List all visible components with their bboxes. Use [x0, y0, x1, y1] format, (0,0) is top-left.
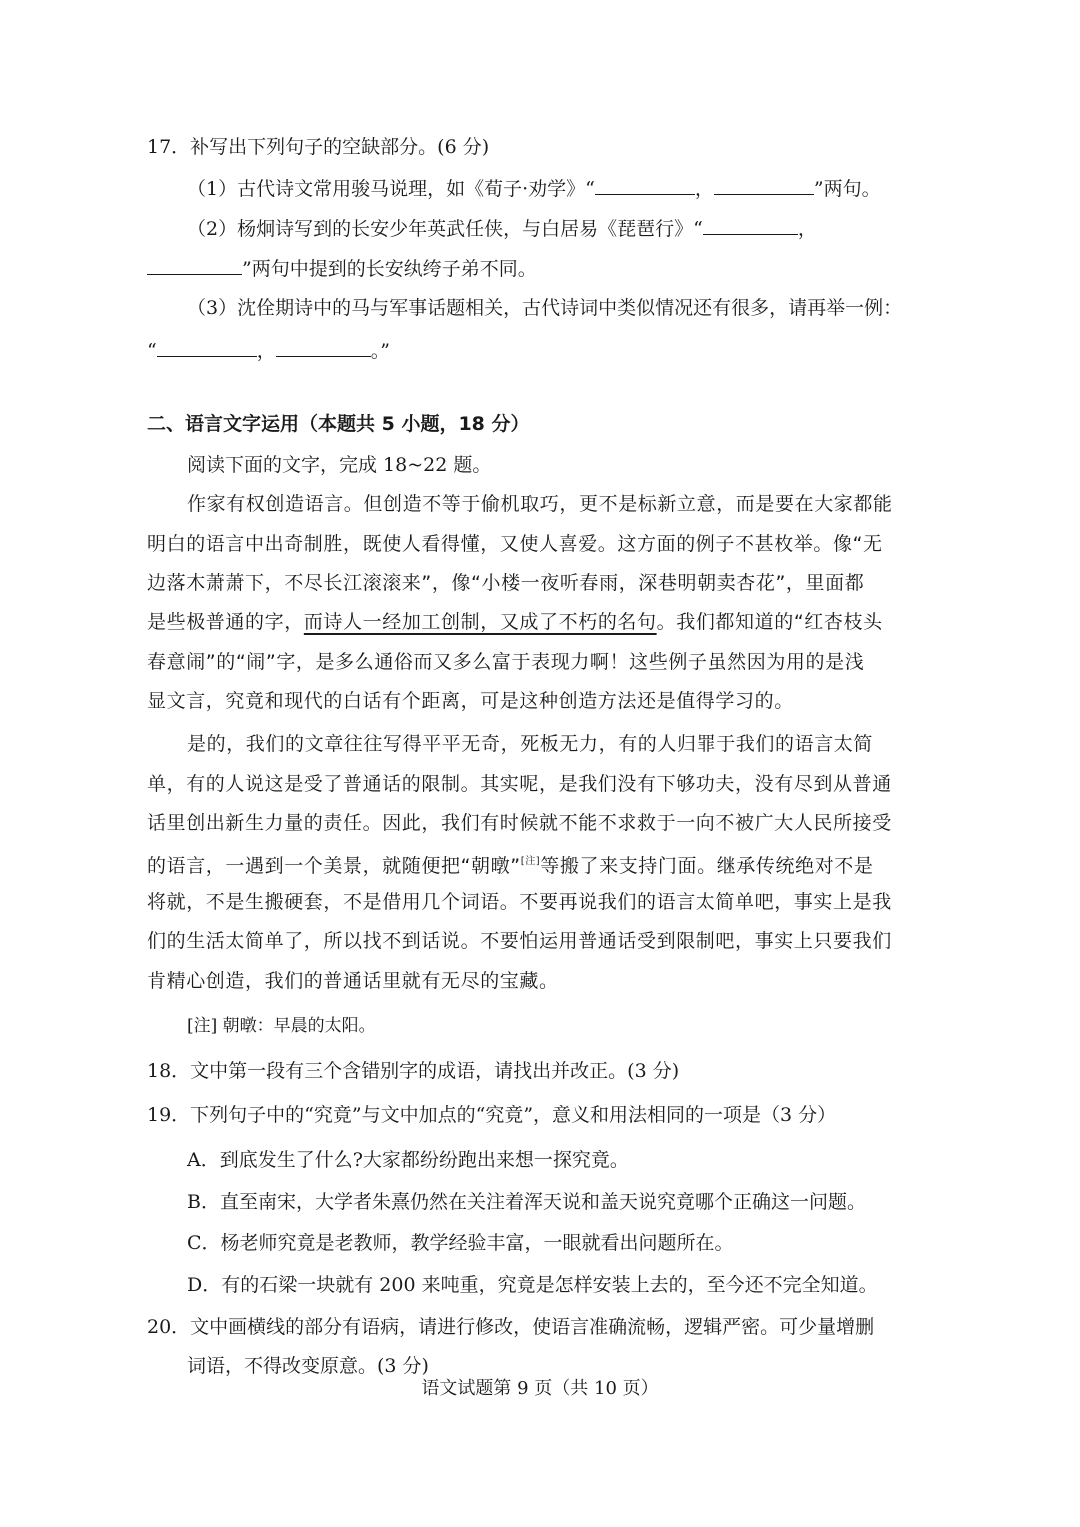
- passage-line: 将就，不是生搬硬套，不是借用几个词语。不要再说我们的语言太简单吧，事实上是我: [147, 891, 892, 913]
- q17-item-3-close: 。”: [370, 340, 390, 362]
- passage-text: 等搬了来支持门面。继承传统绝对不是: [540, 855, 874, 877]
- passage-line: [147, 848, 874, 880]
- passage-text: 是些极普通的字，: [147, 611, 304, 633]
- passage-line: 显文言，究竟和现代的白话有个距离，可是这种创造方法还是值得学习的。: [147, 690, 794, 712]
- passage-line: 们的生活太简单了，所以找不到话说。不要怕运用普通话受到限制吧，事实上只要我们: [147, 930, 892, 952]
- q17-item-3: （3）沈佺期诗中的马与军事话题相关，古代诗词中类似情况还有很多，请再举一例：: [187, 297, 903, 319]
- q19-title: 19．下列句子中的“究竟”与文中加点的“究竟”，意义和用法相同的一项是（3 分）: [147, 1104, 837, 1126]
- passage-line: 明白的语言中出奇制胜，既使人看得懂，又使人喜爱。这方面的例子不甚枚举。像“无: [147, 533, 883, 555]
- answer-blank[interactable]: [157, 336, 257, 357]
- q17-item-2-suffix: ”两句中提到的长安纨绔子弟不同。: [242, 258, 537, 280]
- q20-title: 20．文中画横线的部分有语病，请进行修改，使语言准确流畅，逻辑严密。可少量增删: [147, 1316, 875, 1338]
- q17-item-2-comma: ，: [797, 218, 817, 240]
- q19-option-c: C．杨老师究竟是老教师，教学经验丰富，一眼就看出问题所在。: [187, 1232, 734, 1254]
- passage-text: 。我们都知道的“红杏枝头: [656, 611, 883, 633]
- passage-text: 的语言，一遇到一个美景，就随便把“朝暾”: [147, 855, 521, 877]
- section-title: 二、语言文字运用（本题共 5 小题，18 分）: [147, 413, 530, 435]
- q17-item-2-cont: [147, 254, 537, 283]
- answer-blank[interactable]: [595, 174, 695, 195]
- passage-line: 春意闹”的“闹”字，是多么通俗而又多么富于表现力啊！这些例子虽然因为用的是浅: [147, 651, 865, 673]
- passage-line: 肯精心创造，我们的普通话里就有无尽的宝藏。: [147, 970, 559, 992]
- passage-line: 是的，我们的文章往往写得平平无奇，死板无力，有的人归罪于我们的语言太简: [187, 733, 874, 755]
- q17-item-1-prefix: （1）古代诗文常用骏马说理，如《荀子·劝学》“: [187, 178, 595, 200]
- q19-option-a: A．到底发生了什么?大家都纷纷跑出来想一探究竟。: [187, 1149, 629, 1171]
- passage-line: 作家有权创造语言。但创造不等于偷机取巧，更不是标新立意，而是要在大家都能: [187, 493, 893, 515]
- q17-item-2: [187, 214, 817, 243]
- answer-blank[interactable]: [147, 254, 242, 275]
- reading-instruction: 阅读下面的文字，完成 18~22 题。: [187, 454, 492, 476]
- passage-line: 边落木萧萧下，不尽长江滚滚来”，像“小楼一夜听春雨，深巷明朝卖杏花”，里面都: [147, 572, 865, 594]
- q20-title-cont: 词语，不得改变原意。(3 分): [187, 1355, 429, 1377]
- q18-title: 18．文中第一段有三个含错别字的成语，请找出并改正。(3 分): [147, 1060, 680, 1082]
- q19-option-b: B．直至南宋，大学者朱熹仍然在关注着浑天说和盖天说究竟哪个正确这一问题。: [187, 1191, 866, 1213]
- answer-blank[interactable]: [714, 174, 814, 195]
- q17-item-3-cont: [147, 336, 390, 365]
- passage-line: 话里创出新生力量的责任。因此，我们有时候就不能不求救于一向不被广大人民所接受: [147, 812, 892, 834]
- answer-blank[interactable]: [276, 336, 371, 357]
- q17-item-1-suffix: ”两句。: [813, 178, 881, 200]
- footnote-marker: [注]: [520, 856, 541, 867]
- passage-line: 单，有的人说这是受了普通话的限制。其实呢，是我们没有下够功夫，没有尽到从普通: [147, 773, 892, 795]
- q17-item-3-open-quote: “: [147, 340, 157, 362]
- passage-line: [147, 608, 883, 636]
- page-footer: 语文试题第 9 页（共 10 页）: [421, 1378, 659, 1399]
- q17-item-2-prefix: （2）杨炯诗写到的长安少年英武任侠，与白居易《琵琶行》“: [187, 218, 703, 240]
- q17-item-1-comma: ，: [694, 178, 714, 200]
- q17-item-1: [187, 174, 881, 203]
- underlined-sentence: 而诗人一经加工创制，又成了不朽的名句: [303, 611, 657, 633]
- q19-option-d: D．有的石梁一块就有 200 来吨重，究竟是怎样安装上去的，至今还不完全知道。: [187, 1274, 878, 1296]
- q17-item-3-comma: ，: [256, 340, 276, 362]
- q17-title: 17．补写出下列句子的空缺部分。(6 分): [147, 136, 490, 158]
- footnote: [注] 朝暾：早晨的太阳。: [187, 1016, 376, 1036]
- answer-blank[interactable]: [703, 214, 798, 235]
